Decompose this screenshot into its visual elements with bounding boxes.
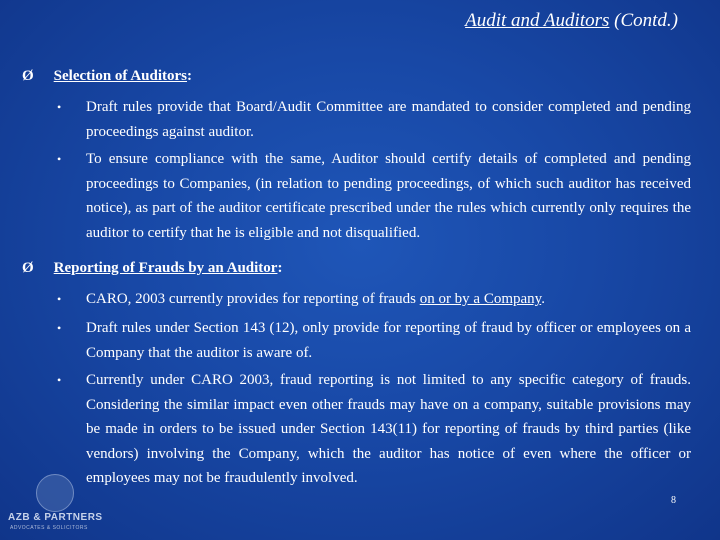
section-heading-label: Selection of Auditors	[53, 68, 188, 84]
bullet-dot-icon: •	[57, 373, 62, 387]
slide-title	[465, 10, 678, 32]
bullet-text-underlined: on or by a Company	[419, 291, 542, 307]
logo-name: AZB & PARTNERS	[8, 512, 103, 523]
slide-title-suffix: (Contd.)	[609, 10, 678, 31]
company-logo	[8, 472, 108, 534]
bullet-text-pre: CARO, 2003 currently provides for reporting of frauds	[86, 291, 420, 307]
bullet-text: Draft rules under Section 143 (12), only provide for reporting of fraud by officer or employees on a Company that the auditor is aware of.	[86, 320, 691, 361]
section-heading-colon: :	[187, 68, 193, 84]
logo-tagline: ADVOCATES & SOLICITORS	[10, 525, 88, 531]
bullet-text: To ensure compliance with the same, Auditor should certify details of completed and pending proceedings to Companies, (in relation to pending proceedings, of which such auditor has received notice), as part of the auditor certificate prescribed under the rules which currently only requires the auditor to certify that he is eligible and not disqualified.	[86, 151, 691, 241]
bullet-dot-icon: •	[57, 100, 62, 114]
section-heading-frauds	[22, 260, 282, 277]
page-number: 8	[671, 495, 676, 506]
bullet-dot-icon: •	[57, 292, 62, 306]
bullet-dot-icon: •	[57, 321, 62, 335]
bullet-dot-icon: •	[57, 152, 62, 166]
section-heading-colon: :	[277, 260, 283, 276]
bullet-text	[86, 287, 691, 312]
bullet-text-post: .	[541, 291, 545, 307]
list-item	[57, 287, 691, 312]
list-item	[57, 95, 691, 144]
list-item	[57, 316, 691, 365]
bullet-text: Draft rules provide that Board/Audit Committee are mandated to consider completed and pending proceedings against auditor.	[86, 99, 691, 140]
tree-emblem-icon	[36, 474, 74, 512]
bullet-text: Currently under CARO 2003, fraud reporting is not limited to any specific category of frauds. Considering the similar impact even other frauds may have on a company, suitable provisions may be made in orders to be issued under Section 143(11) for reporting of frauds by third parties (like vendors) involving the Company, which the auditor has notice of even where the officer or employees may not be fraudulently involved.	[86, 372, 691, 486]
section-heading-label: Reporting of Frauds by an Auditor	[53, 260, 278, 276]
list-item	[57, 368, 691, 491]
arrow-bullet-icon: Ø	[22, 260, 34, 276]
arrow-bullet-icon: Ø	[22, 68, 34, 84]
section-heading-selection	[22, 68, 192, 85]
slide-title-main: Audit and Auditors	[465, 10, 610, 31]
list-item	[57, 147, 691, 245]
